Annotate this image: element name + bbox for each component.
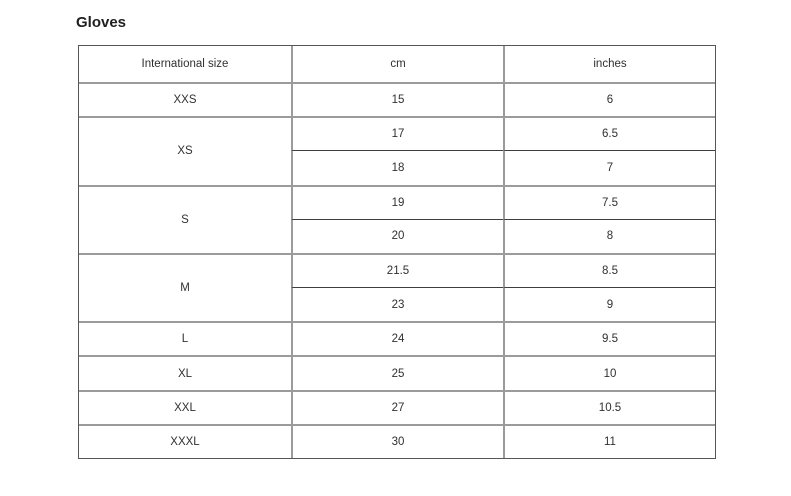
inches-cell: 9.5 [503,321,715,355]
cm-cell: 30 [291,424,503,458]
size-cell: XXS [79,82,291,116]
column-header-cm: cm [291,46,503,82]
inches-cell: 8.5 [503,253,715,287]
size-cell: XXL [79,390,291,424]
inches-cell: 7.5 [503,185,715,219]
cm-cell: 20 [291,219,503,253]
cm-cell: 23 [291,287,503,321]
inches-cell: 7 [503,150,715,184]
inches-cell: 6.5 [503,116,715,150]
cm-cell: 19 [291,185,503,219]
cm-cell: 25 [291,355,503,389]
cm-cell: 27 [291,390,503,424]
page-title: Gloves [76,14,127,31]
inches-cell: 11 [503,424,715,458]
size-cell: XS [79,116,291,184]
cm-cell: 15 [291,82,503,116]
cm-cell: 18 [291,150,503,184]
column-header-inches: inches [503,46,715,82]
glove-size-table [78,45,716,459]
size-cell: M [79,253,291,321]
column-header-international-size: International size [141,58,229,70]
inches-cell: 6 [503,82,715,116]
size-cell: XXXL [79,424,291,458]
cm-cell: 21.5 [291,253,503,287]
size-cell: XL [79,355,291,389]
size-cell: S [79,185,291,253]
cm-cell: 17 [291,116,503,150]
size-cell: L [79,321,291,355]
inches-cell: 10 [503,355,715,389]
inches-cell: 8 [503,219,715,253]
cm-cell: 24 [291,321,503,355]
inches-cell: 9 [503,287,715,321]
inches-cell: 10.5 [503,390,715,424]
